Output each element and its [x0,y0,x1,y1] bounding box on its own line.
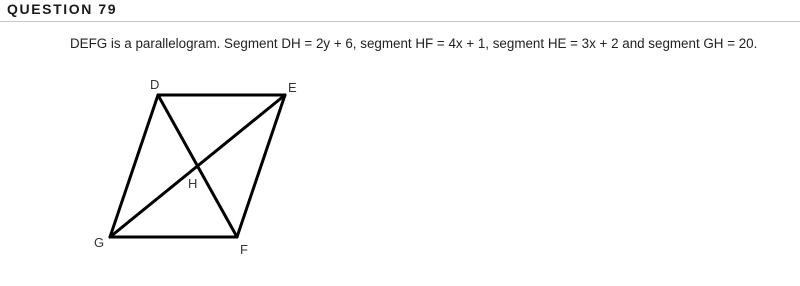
parallelogram-lines [110,95,285,237]
question-title: QUESTION 79 [7,1,118,17]
vertex-label-d: D [150,77,160,92]
vertex-label-e: E [288,80,297,95]
vertex-label-h: H [188,176,198,191]
diagonal-ge [110,95,285,237]
vertex-label-g: G [94,235,105,250]
question-text: DEFG is a parallelogram. Segment DH = 2y + 6, segment HF = 4x + 1, segment HE = 3x + 2 and segment GH = 20. [70,36,758,51]
vertex-label-f: F [240,242,248,257]
